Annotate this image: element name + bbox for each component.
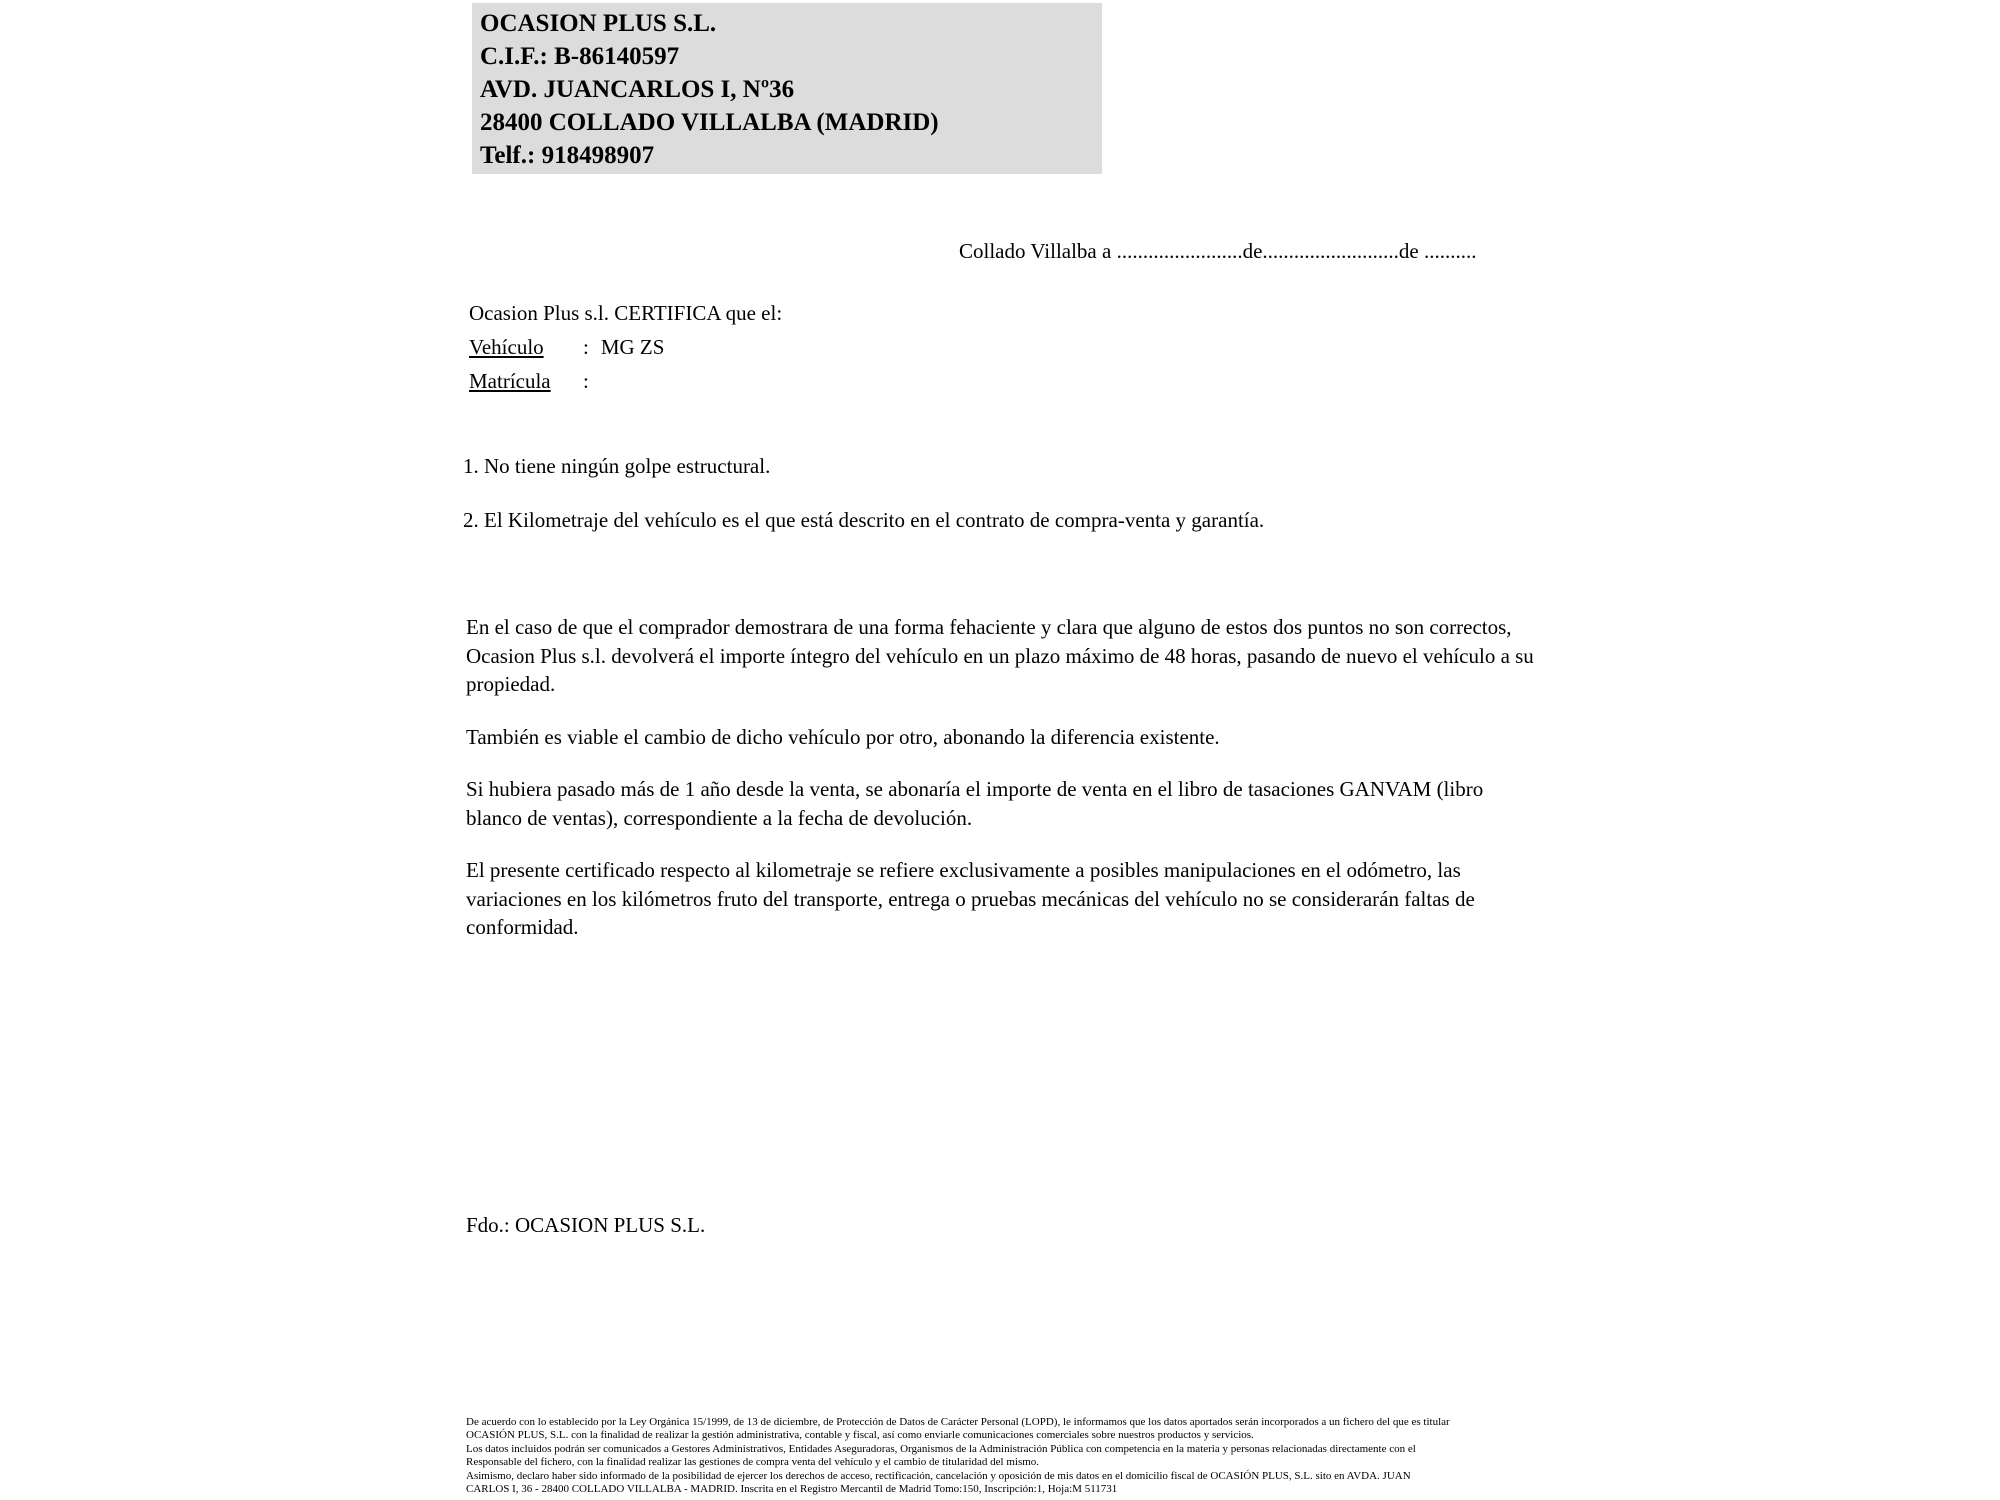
footer-line: Los datos incluidos podrán ser comunicados a Gestores Administrativos, Entidades Aseguradoras, Organismos de la Administración Pública con competencia en la materia y personas relacionadas directamente con el [466,1442,1416,1455]
company-cif: C.I.F.: B-86140597 [480,43,680,70]
vehicle-value: MG ZS [600,335,665,359]
paragraph-odometer: El presente certificado respecto al kilometraje se refiere exclusivamente a posibles manipulaciones en el odómetro, las variaciones en los kilómetros fruto del transporte, entrega o pruebas mecánicas del vehículo no se considerarán faltas de conformidad. [466,858,1475,939]
plate-label: Matrícula [469,369,551,393]
paragraph-exchange: También es viable el cambio de dicho vehículo por otro, abonando la diferencia existente. [466,724,1220,749]
plate-label-wrap [469,364,583,398]
date-line: Collado Villalba a ........................de..........................de .......... [959,239,1477,263]
vehicle-label: Vehículo [469,335,544,359]
company-header-box [472,3,1102,174]
plate-separator: : [583,369,589,393]
company-city: 28400 COLLADO VILLALBA (MADRID) [480,109,939,136]
footer-line: CARLOS I, 36 - 28400 COLLADO VILLALBA - MADRID. Inscrita en el Registro Mercantil de Madrid Tomo:150, Inscripción:1, Hoja:M 511731 [466,1483,1118,1496]
paragraph-ganvam: Si hubiera pasado más de 1 año desde la venta, se abonaría el importe de venta en el libro de tasaciones GANVAM (libro blanco de ventas), correspondiente a la fecha de devolución. [466,777,1484,830]
certificate-intro: Ocasion Plus s.l. CERTIFICA que el: [469,301,783,325]
footer-line: Asimismo, declaro haber sido informado de la posibilidad de ejercer los derechos de acceso, rectificación, cancelación y oposición de mis datos en el domicilio fiscal de OCASIÓN PLUS, S.L. sito en AVDA. JUAN [466,1469,1411,1482]
condition-point-1: 1. No tiene ningún golpe estructural. [463,454,771,478]
footer-line: De acuerdo con lo establecido por la Ley Orgánica 15/1999, de 13 de diciembre, de Protección de Datos de Carácter Personal (LOPD), le informamos que los datos aportados serán incorporados a un fichero del que es titular [466,1416,1450,1428]
vehicle-label-wrap [469,330,583,364]
vehicle-row [469,330,782,364]
footer-line: OCASIÓN PLUS, S.L. con la finalidad de realizar la gestión administrativa, contable y fiscal, así como enviarle comunicaciones comerciales sobre nuestros productos y servicios. [466,1429,1254,1442]
company-name: OCASION PLUS S.L. [480,10,717,37]
condition-point-2: 2. El Kilometraje del vehículo es el que está descrito en el contrato de compra-venta y garantía. [463,508,1265,532]
paragraph-refund: En el caso de que el comprador demostrara de una forma fehaciente y clara que alguno de estos dos puntos no son correctos, Ocasion Plus s.l. devolverá el importe íntegro del vehículo en un plazo máximo de 48 horas, pasando de nuevo el vehículo a su propiedad. [466,615,1534,696]
company-address: AVD. JUANCARLOS I, Nº36 [480,76,795,103]
certificate-block [469,296,782,398]
body-paragraphs [466,613,1544,966]
company-phone: Telf.: 918498907 [480,142,655,169]
footer-line: Responsable del fichero, con la finalidad realizar las gestiones de compra venta del vehículo y el cambio de titularidad del mismo. [466,1456,1040,1469]
plate-row [469,364,782,398]
signature-line: Fdo.: OCASION PLUS S.L. [466,1213,706,1237]
vehicle-separator: : [583,335,589,359]
footer-legal [466,1416,1450,1496]
